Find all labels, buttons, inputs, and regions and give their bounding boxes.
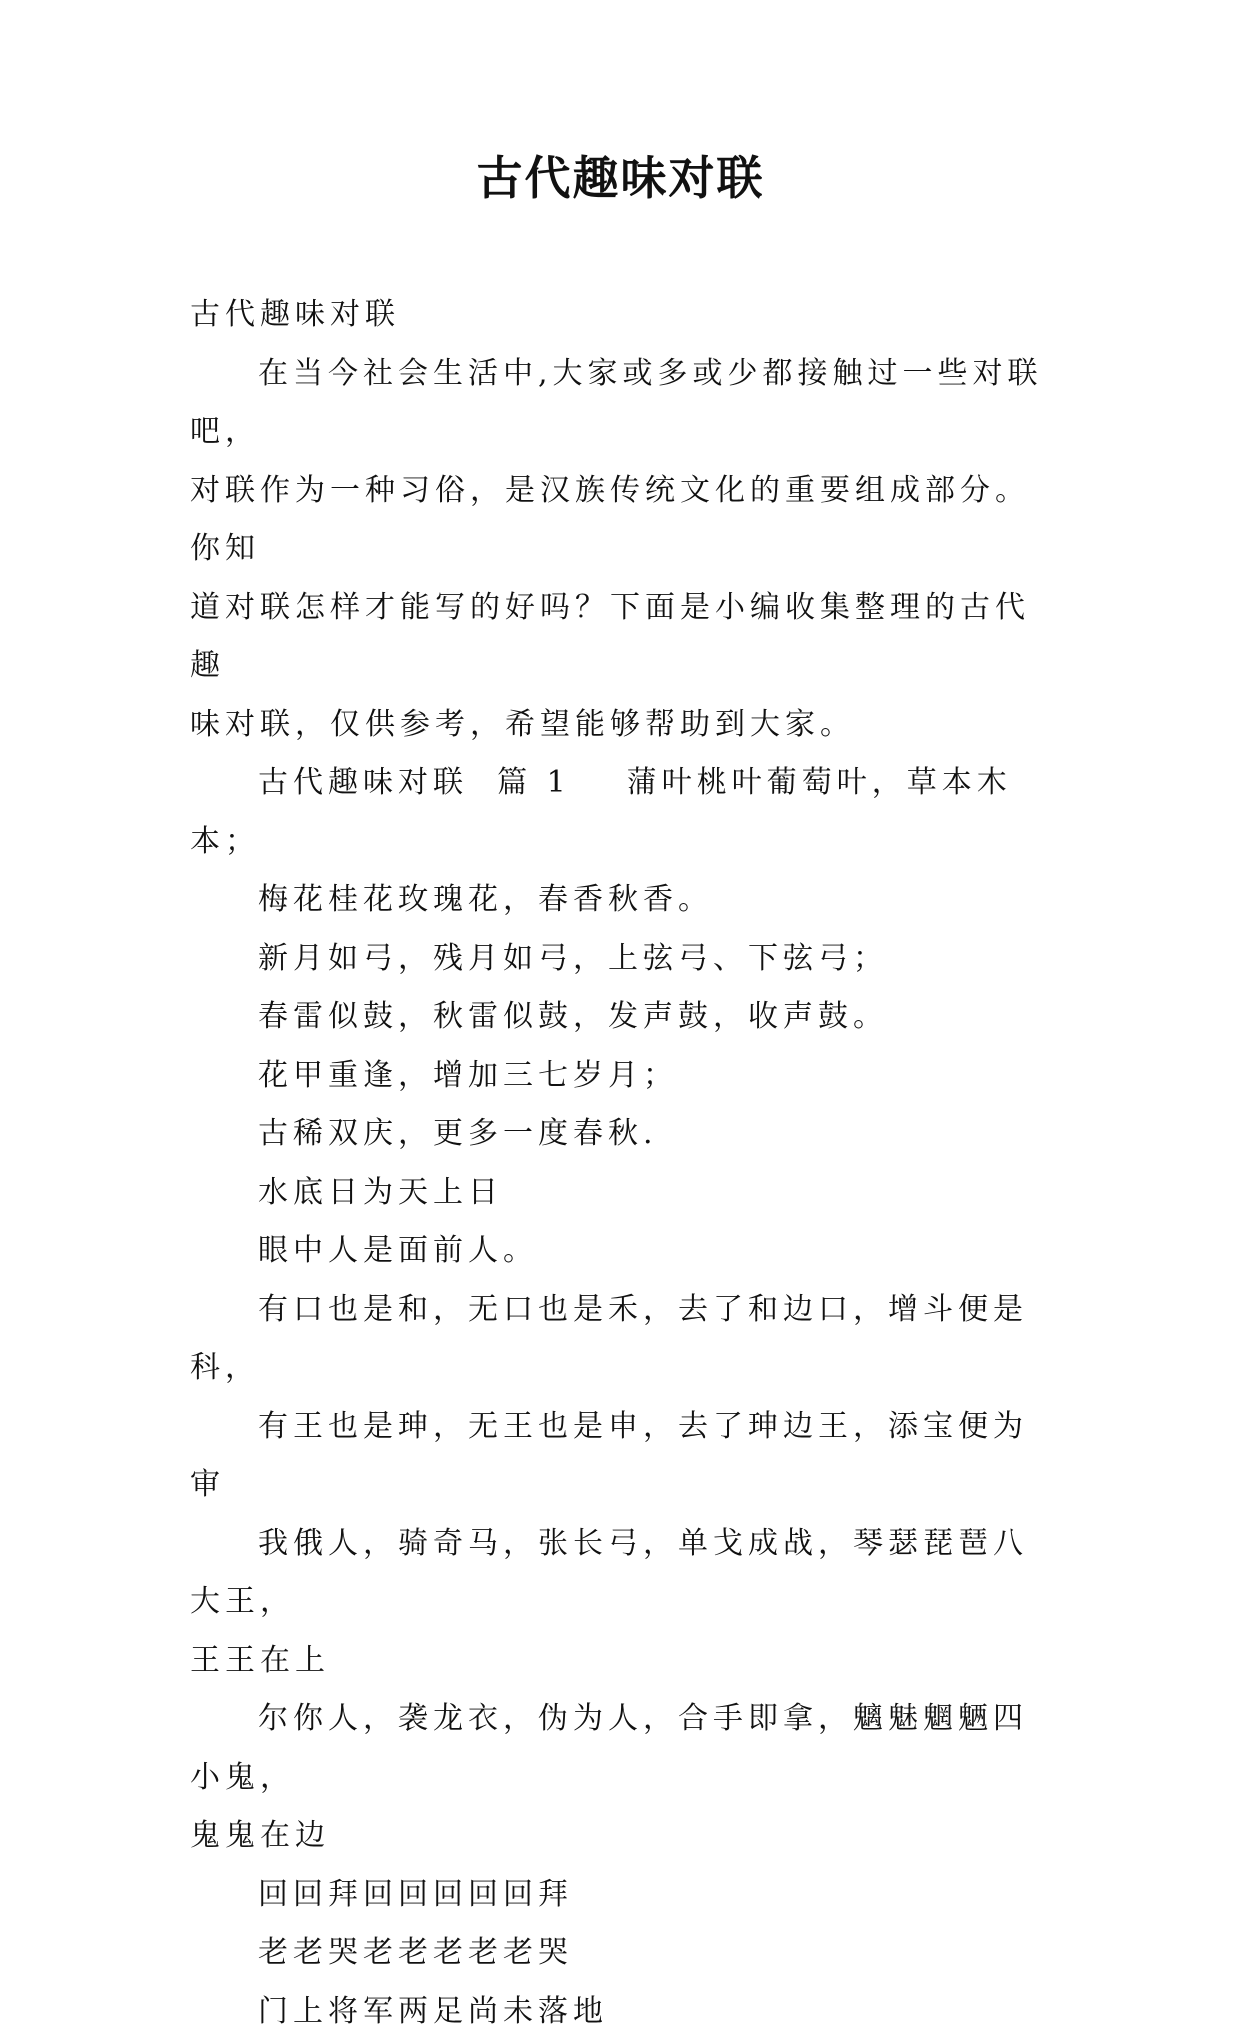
couplet-paragraph: [190, 1690, 1050, 1866]
intro-line-2: 对联作为一种习俗，是汉族传统文化的重要组成部分。你知: [190, 473, 1030, 567]
couplet-line: 老老哭老老老老老哭: [190, 1924, 1050, 1983]
couplet-line-continuation: 王王在上: [190, 1643, 330, 1678]
couplet-line: 回回拜回回回回回拜: [190, 1866, 1050, 1925]
couplet-line: 门上将军两足尚未落地: [190, 1983, 1050, 2041]
couplet-line-continuation: 鬼鬼在边: [190, 1818, 330, 1853]
section-heading: 古代趣味对联 篇 1: [258, 765, 571, 800]
couplet-line: 有口也是和，无口也是禾，去了和边口，增斗便是科，: [190, 1281, 1050, 1398]
intro-line-3: 道对联怎样才能写的好吗？下面是小编收集整理的古代趣: [190, 590, 1030, 684]
couplet-paragraph: [190, 1515, 1050, 1691]
couplet-line: 蒲叶桃叶葡萄叶，草本木本；: [190, 765, 1012, 859]
couplet-line: 花甲重逢，增加三七岁月；: [190, 1047, 1050, 1106]
document-body: [190, 286, 1050, 2041]
couplet-line: 眼中人是面前人。: [190, 1222, 1050, 1281]
couplet-line: 水底日为天上日: [190, 1164, 1050, 1223]
intro-paragraph: [190, 345, 1050, 755]
document-title: 古代趣味对联: [0, 148, 1241, 208]
section-first-line: [190, 754, 1050, 871]
couplet-line: 春雷似鼓，秋雷似鼓，发声鼓，收声鼓。: [190, 988, 1050, 1047]
couplet-line: 我俄人，骑奇马，张长弓，单戈成战，琴瑟琵琶八大王，: [190, 1526, 1028, 1620]
intro-line-4: 味对联，仅供参考，希望能够帮助到大家。: [190, 707, 855, 742]
couplet-line: 有王也是珅，无王也是申，去了珅边王，添宝便为审: [190, 1398, 1050, 1515]
couplet-line: 古稀双庆，更多一度春秋.: [190, 1105, 1050, 1164]
intro-line-1: 在当今社会生活中,大家或多或少都接触过一些对联吧，: [190, 356, 1043, 450]
couplet-line: 梅花桂花玫瑰花，春香秋香。: [190, 871, 1050, 930]
couplet-line: 尔你人，袭龙衣，伪为人，合手即拿，魑魅魍魉四小鬼，: [190, 1701, 1028, 1795]
subtitle: 古代趣味对联: [190, 286, 1050, 345]
couplet-line: 新月如弓，残月如弓，上弦弓、下弦弓；: [190, 930, 1050, 989]
